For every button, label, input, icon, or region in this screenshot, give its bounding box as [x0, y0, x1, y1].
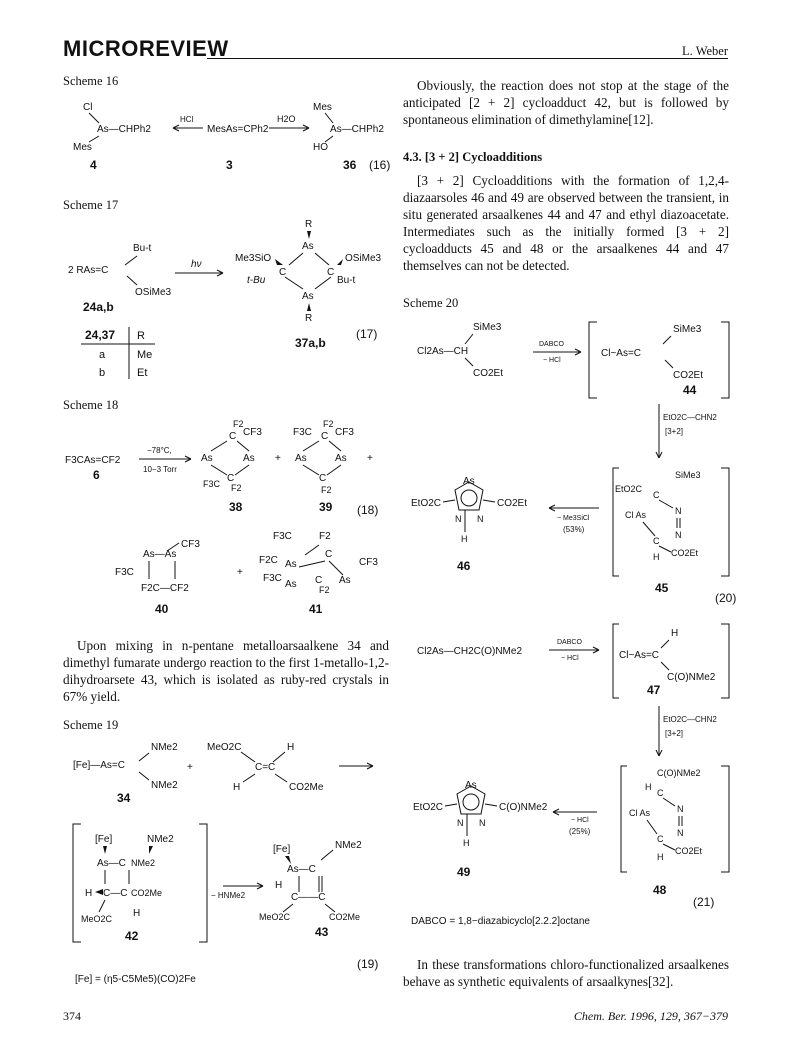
yield-46-label: (53%) — [563, 525, 585, 534]
conme2-label-48: C(O)NMe2 — [657, 768, 701, 778]
co2et-label: CO2Et — [473, 368, 504, 379]
svg-text:C: C — [327, 267, 335, 278]
bu-t-label-2: Bu-t — [337, 275, 356, 286]
compound-46-number: 46 — [457, 559, 471, 573]
paragraph-4: In these transformations chloro-functionalized arsaalkenes behave as synthetic equivalents of arsaalkynes[32]. — [403, 957, 729, 989]
as-label-bottom: As — [302, 291, 314, 302]
me3sio-label: Me3SiO — [235, 253, 272, 264]
svg-text:H: H — [133, 908, 141, 919]
scheme-18-label: Scheme 18 — [63, 398, 119, 412]
osime3-label-2: OSiMe3 — [345, 253, 382, 264]
nme2-top: NMe2 — [151, 742, 178, 753]
ho-label: HO — [313, 142, 328, 153]
equation-18: (18) — [357, 503, 379, 517]
r-label-bottom: R — [305, 313, 313, 324]
svg-text:As: As — [295, 453, 307, 464]
equation-20: (20) — [715, 591, 737, 605]
compound-4-number: 4 — [90, 158, 97, 172]
h2o-reagent: H2O — [277, 114, 296, 124]
minus-hcl-label-2: − HCl — [561, 655, 579, 662]
compound-43-number: 43 — [315, 925, 329, 939]
svg-text:F2: F2 — [319, 585, 330, 595]
co2et-label-48: CO2Et — [675, 846, 703, 856]
svg-text:N: N — [677, 804, 684, 814]
svg-text:As—As: As—As — [143, 549, 177, 560]
condition-temp: −78°C, — [147, 446, 172, 455]
h-label-48a: H — [645, 782, 652, 792]
svg-text:As—C: As—C — [287, 864, 316, 875]
mes-label: Mes — [73, 142, 92, 153]
svg-text:[Fe]: [Fe] — [95, 834, 113, 845]
svg-text:C: C — [227, 473, 235, 484]
scheme-20-label: Scheme 20 — [403, 296, 459, 310]
cl-as-c-formula: Cl~As=C — [601, 348, 642, 359]
svg-text:C: C — [279, 267, 287, 278]
svg-text:H: H — [275, 880, 283, 891]
nme2-bottom: NMe2 — [151, 780, 178, 791]
svg-text:C: C — [325, 549, 333, 560]
condition-pressure: 10−3 Torr — [143, 465, 177, 474]
svg-text:CF3: CF3 — [335, 427, 354, 438]
svg-text:EtO2C: EtO2C — [615, 484, 643, 494]
svg-text:F2: F2 — [233, 419, 244, 429]
sime3-label: SiMe3 — [473, 322, 502, 333]
compound-49-number: 49 — [457, 865, 471, 879]
svg-text:As: As — [335, 453, 347, 464]
svg-text:As: As — [285, 579, 297, 590]
fe-as-c-formula: [Fe]—As=C — [73, 760, 125, 771]
compound-34-number: 34 — [117, 791, 131, 805]
dabco-label: DABCO — [539, 341, 564, 348]
conme2-label-49: C(O)NMe2 — [499, 802, 548, 813]
svg-text:C: C — [653, 536, 660, 546]
cpd3-formula: MesAs=CPh2 — [207, 124, 269, 135]
minus-me3sicl-label: − Me3SiCl — [557, 515, 590, 522]
meo2c-label-42: MeO2C — [81, 914, 113, 924]
svg-text:F2: F2 — [319, 531, 331, 542]
svg-text:CO2Me: CO2Me — [131, 888, 163, 898]
compound-45-number: 45 — [655, 581, 669, 595]
cl-label: Cl — [83, 102, 93, 113]
svg-text:C: C — [657, 788, 664, 798]
svg-text:NMe2: NMe2 — [147, 834, 174, 845]
compound-48-number: 48 — [653, 883, 667, 897]
svg-text:C——C: C——C — [291, 892, 326, 903]
svg-text:F2: F2 — [323, 419, 334, 429]
svg-text:NMe2: NMe2 — [335, 840, 362, 851]
minus-hcl-label-3: − HCl — [571, 817, 589, 824]
svg-text:F2: F2 — [231, 483, 242, 493]
paragraph-2: Obviously, the reaction does not stop at the stage of the anticipated [2 + 2] cycloadduct 42, but is followed by spontaneous elimination of dimethylamine[12]. — [403, 78, 729, 127]
svg-text:As: As — [463, 476, 475, 487]
svg-text:C=C: C=C — [255, 762, 276, 773]
scheme-17-figure — [63, 215, 393, 395]
ethyl-diazoacetate-label: EtO2C—CHN2 — [663, 413, 717, 422]
h-label-1: H — [287, 742, 295, 753]
compound-41-number: 41 — [309, 602, 323, 616]
svg-text:C: C — [319, 473, 327, 484]
svg-text:C: C — [657, 834, 664, 844]
as-label-top: As — [302, 241, 314, 252]
h-label-47: H — [671, 628, 679, 639]
reagent-f3cas-cf2: F3CAs=CF2 — [65, 455, 121, 466]
svg-text:F2C: F2C — [259, 555, 278, 566]
svg-text:F3C: F3C — [273, 531, 292, 542]
svg-text:N: N — [677, 828, 684, 838]
paragraph-3: [3 + 2] Cycloadditions with the formation of 1,2,4-diazaarsoles 46 and 49 are observed between the transient, in situ generated arsaalkenes 44 and 47 and ethyl diazoacetate. Intermediates such as the initially formed [3 + 2] cycloadducts 45 and 48 or the arsaalkenes 44 and 47 themselves can not be detected. — [403, 173, 729, 273]
scheme-20-figure — [403, 310, 737, 930]
svg-text:[Fe]: [Fe] — [273, 844, 291, 855]
sime3-label-45: SiMe3 — [675, 470, 701, 480]
paragraph-1: Upon mixing in n-pentane metalloarsaalkene 34 and dimethyl fumarate undergo reaction to the first 1-metallo-1,2-dihydroarsete 43, which is isolated as ruby-red crystals in 67% yield. — [63, 638, 389, 704]
svg-text:CF3: CF3 — [359, 557, 378, 568]
co2me-label-43: CO2Me — [329, 912, 361, 922]
conme2-label-47: C(O)NMe2 — [667, 672, 716, 683]
ethyl-diazoacetate-label-2: EtO2C—CHN2 — [663, 715, 717, 724]
dabco-label-2: DABCO — [557, 639, 582, 646]
co2et-label-46: CO2Et — [497, 498, 528, 509]
equation-19: (19) — [357, 957, 379, 971]
compound-39-number: 39 — [319, 500, 333, 514]
h-label-45: H — [653, 552, 660, 562]
co2et-label-45: CO2Et — [671, 548, 699, 558]
compound-42-number: 42 — [125, 929, 139, 943]
table-header-compound: 24,37 — [85, 328, 116, 342]
scheme-19-figure — [63, 736, 393, 1004]
plus-sign: + — [275, 453, 281, 464]
svg-text:F3C: F3C — [115, 567, 134, 578]
header-rule — [207, 58, 728, 59]
svg-text:NMe2: NMe2 — [131, 858, 156, 868]
cpd36-formula: As—CHPh2 — [330, 124, 384, 135]
svg-text:EtO2C: EtO2C — [411, 498, 442, 509]
svg-text:Cl As: Cl As — [629, 808, 651, 818]
section-header: MICROREVIEW — [63, 36, 229, 61]
scheme-16-label: Scheme 16 — [63, 74, 119, 88]
cycloaddition-label-2: [3+2] — [665, 729, 684, 738]
osime3-label: OSiMe3 — [135, 287, 172, 298]
svg-text:F2C—CF2: F2C—CF2 — [141, 583, 189, 594]
svg-text:F2: F2 — [321, 485, 332, 495]
svg-text:CF3: CF3 — [243, 427, 262, 438]
svg-text:As: As — [243, 453, 255, 464]
table-header-r: R — [137, 330, 145, 342]
svg-text:CF3: CF3 — [181, 539, 200, 550]
compound-6-number: 6 — [93, 468, 100, 482]
svg-text:+: + — [237, 567, 243, 578]
cl2as-ch-formula: Cl2As—CH — [417, 346, 469, 357]
svg-text:C: C — [653, 490, 660, 500]
svg-text:N: N — [457, 818, 464, 828]
svg-text:F3C: F3C — [203, 479, 221, 489]
meo2c-label-43: MeO2C — [259, 912, 291, 922]
compound-24-number: 24a,b — [83, 300, 114, 314]
svg-text:As: As — [465, 780, 477, 791]
svg-text:As: As — [339, 575, 351, 586]
equation-21: (21) — [693, 895, 715, 909]
fe-definition: [Fe] = (η5-C5Me5)(CO)2Fe — [75, 974, 196, 985]
h-label-46: H — [461, 534, 468, 544]
svg-text:As: As — [201, 453, 213, 464]
scheme-16-figure — [63, 92, 393, 174]
compound-3-number: 3 — [226, 158, 233, 172]
reagent-formula: 2 RAs=C — [68, 265, 109, 276]
h-label-49: H — [463, 838, 470, 848]
scheme-17-label: Scheme 17 — [63, 198, 119, 212]
svg-text:N: N — [455, 514, 462, 524]
journal-citation: Chem. Ber. 1996, 129, 367−379 — [573, 1009, 728, 1023]
scheme-19-label: Scheme 19 — [63, 718, 119, 732]
h-label-48b: H — [657, 852, 664, 862]
compound-47-number: 47 — [647, 683, 661, 697]
hnme2-elimination: − HNMe2 — [211, 891, 246, 900]
svg-text:N: N — [675, 530, 682, 540]
section-title: 4.3. [3 + 2] Cycloadditions — [403, 150, 543, 164]
hcl-reagent: HCl — [180, 115, 194, 124]
cl2as-ch2-formula: Cl2As—CH2C(O)NMe2 — [417, 646, 523, 657]
sime3-label-44: SiMe3 — [673, 324, 702, 335]
svg-text:F3C: F3C — [263, 573, 282, 584]
cycloaddition-label: [3+2] — [665, 427, 684, 436]
t-bu-label: t-Bu — [247, 275, 266, 286]
svg-text:EtO2C: EtO2C — [413, 802, 444, 813]
svg-text:N: N — [479, 818, 486, 828]
svg-text:As—C: As—C — [97, 858, 126, 869]
page-number: 374 — [63, 1009, 81, 1023]
svg-text:N: N — [477, 514, 484, 524]
compound-37-number: 37a,b — [295, 336, 326, 350]
equation-17: (17) — [356, 327, 378, 341]
co2et-label-44: CO2Et — [673, 370, 704, 381]
svg-text:H: H — [85, 888, 93, 899]
svg-text:C: C — [315, 575, 323, 586]
r-label-top: R — [305, 219, 313, 230]
equation-16: (16) — [369, 158, 391, 172]
bu-t-label: Bu-t — [133, 243, 152, 254]
svg-text:As: As — [285, 559, 297, 570]
minus-hcl-label: − HCl — [543, 357, 561, 364]
table-cell-et: Et — [137, 367, 148, 379]
author-name: L. Weber — [682, 44, 728, 58]
cl-as-c-formula-2: Cl~As=C — [619, 650, 660, 661]
plus-sign: + — [187, 762, 193, 773]
svg-text:+: + — [367, 453, 373, 464]
cpd4-formula: As—CHPh2 — [97, 124, 151, 135]
compound-44-number: 44 — [683, 383, 697, 397]
meo2c-label: MeO2C — [207, 742, 242, 753]
yield-49-label: (25%) — [569, 827, 591, 836]
table-row-b: b — [99, 367, 106, 379]
svg-text:C: C — [229, 431, 237, 442]
compound-38-number: 38 — [229, 500, 243, 514]
mes-label-2: Mes — [313, 102, 332, 113]
svg-text:C: C — [321, 431, 329, 442]
h-label-2: H — [233, 782, 241, 793]
svg-text:F3C: F3C — [293, 427, 312, 438]
svg-text:N: N — [675, 506, 682, 516]
compound-36-number: 36 — [343, 158, 357, 172]
svg-text:C—C: C—C — [103, 888, 128, 899]
dabco-definition: DABCO = 1,8−diazabicyclo[2.2.2]octane — [411, 916, 590, 927]
scheme-18-figure — [63, 415, 393, 620]
hv-label: hν — [191, 259, 202, 270]
co2me-label: CO2Me — [289, 782, 324, 793]
compound-40-number: 40 — [155, 602, 169, 616]
table-row-a: a — [99, 349, 106, 361]
table-cell-me: Me — [137, 349, 153, 361]
svg-text:Cl As: Cl As — [625, 510, 647, 520]
